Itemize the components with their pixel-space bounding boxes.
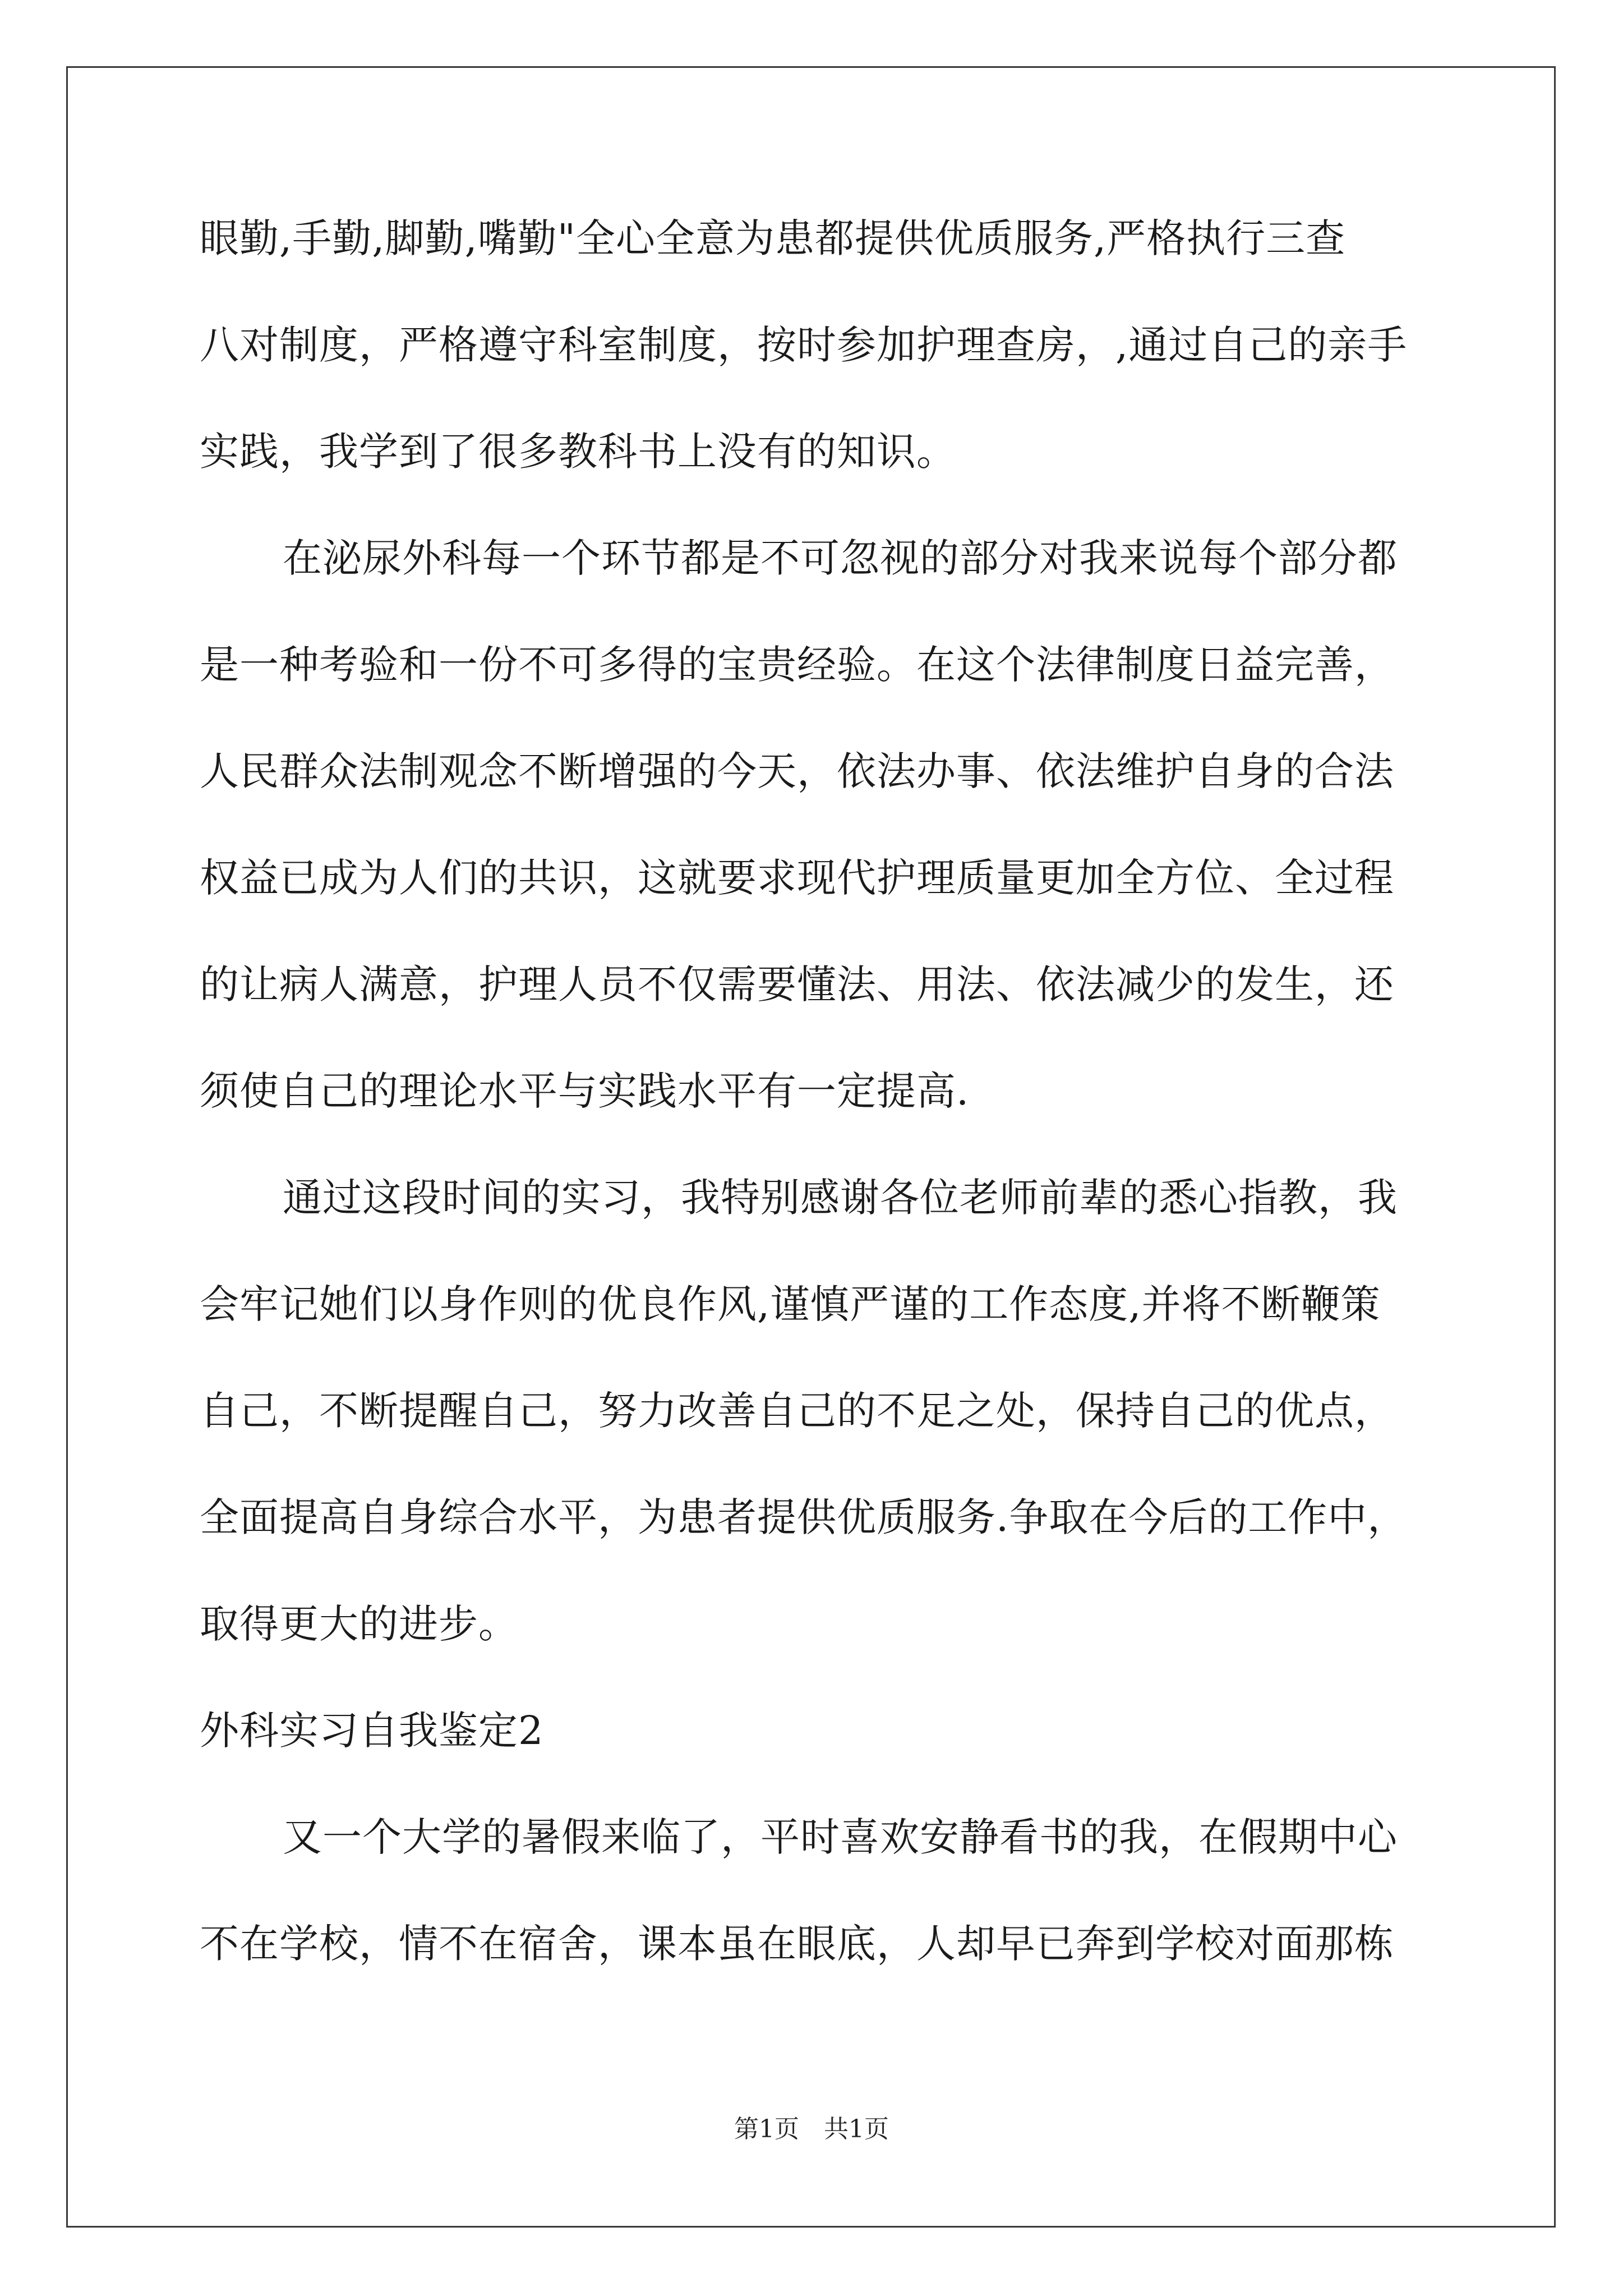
text-line: 通过这段时间的实习，我特别感谢各位老师前辈的悉心指教，我 — [283, 1175, 1398, 1221]
text-line: 又一个大学的暑假来临了，平时喜欢安静看书的我，在假期中心 — [283, 1814, 1398, 1860]
text-line: 在泌尿外科每一个环节都是不可忽视的部分对我来说每个部分都 — [283, 535, 1398, 581]
text-line: 不在学校，情不在宿舍，课本虽在眼底，人却早已奔到学校对面那栋 — [200, 1921, 1394, 1967]
page-border — [66, 66, 1556, 2228]
text-line: 人民群众法制观念不断增强的今天，依法办事、依法维护自身的合法 — [200, 748, 1394, 794]
text-line: 须使自己的理论水平与实践水平有一定提高. — [200, 1068, 970, 1114]
text-line: 实践，我学到了很多教科书上没有的知识。 — [200, 429, 956, 475]
text-line: 全面提高自身综合水平，为患者提供优质服务.争取在今后的工作中， — [200, 1494, 1408, 1540]
text-line: 眼勤,手勤,脚勤,嘴勤"全心全意为患都提供优质服务,严格执行三查 — [200, 215, 1346, 261]
section-heading: 外科实习自我鉴定2 — [200, 1708, 544, 1754]
text-line: 是一种考验和一份不可多得的宝贵经验。在这个法律制度日益完善， — [200, 642, 1394, 688]
text-line: 八对制度，严格遵守科室制度，按时参加护理查房，,通过自己的亲手 — [200, 322, 1408, 368]
text-line: 取得更大的进步。 — [200, 1601, 518, 1647]
text-line: 权益已成为人们的共识，这就要求现代护理质量更加全方位、全过程 — [200, 855, 1394, 901]
text-line: 自己，不断提醒自己，努力改善自己的不足之处，保持自己的优点， — [200, 1388, 1394, 1434]
text-line: 的让病人满意，护理人员不仅需要懂法、用法、依法减少的发生，还 — [200, 961, 1394, 1007]
page-number: 第1页 共1页 — [734, 2115, 889, 2143]
text-line: 会牢记她们以身作则的优良作风,谨慎严谨的工作态度,并将不断鞭策 — [200, 1281, 1381, 1327]
